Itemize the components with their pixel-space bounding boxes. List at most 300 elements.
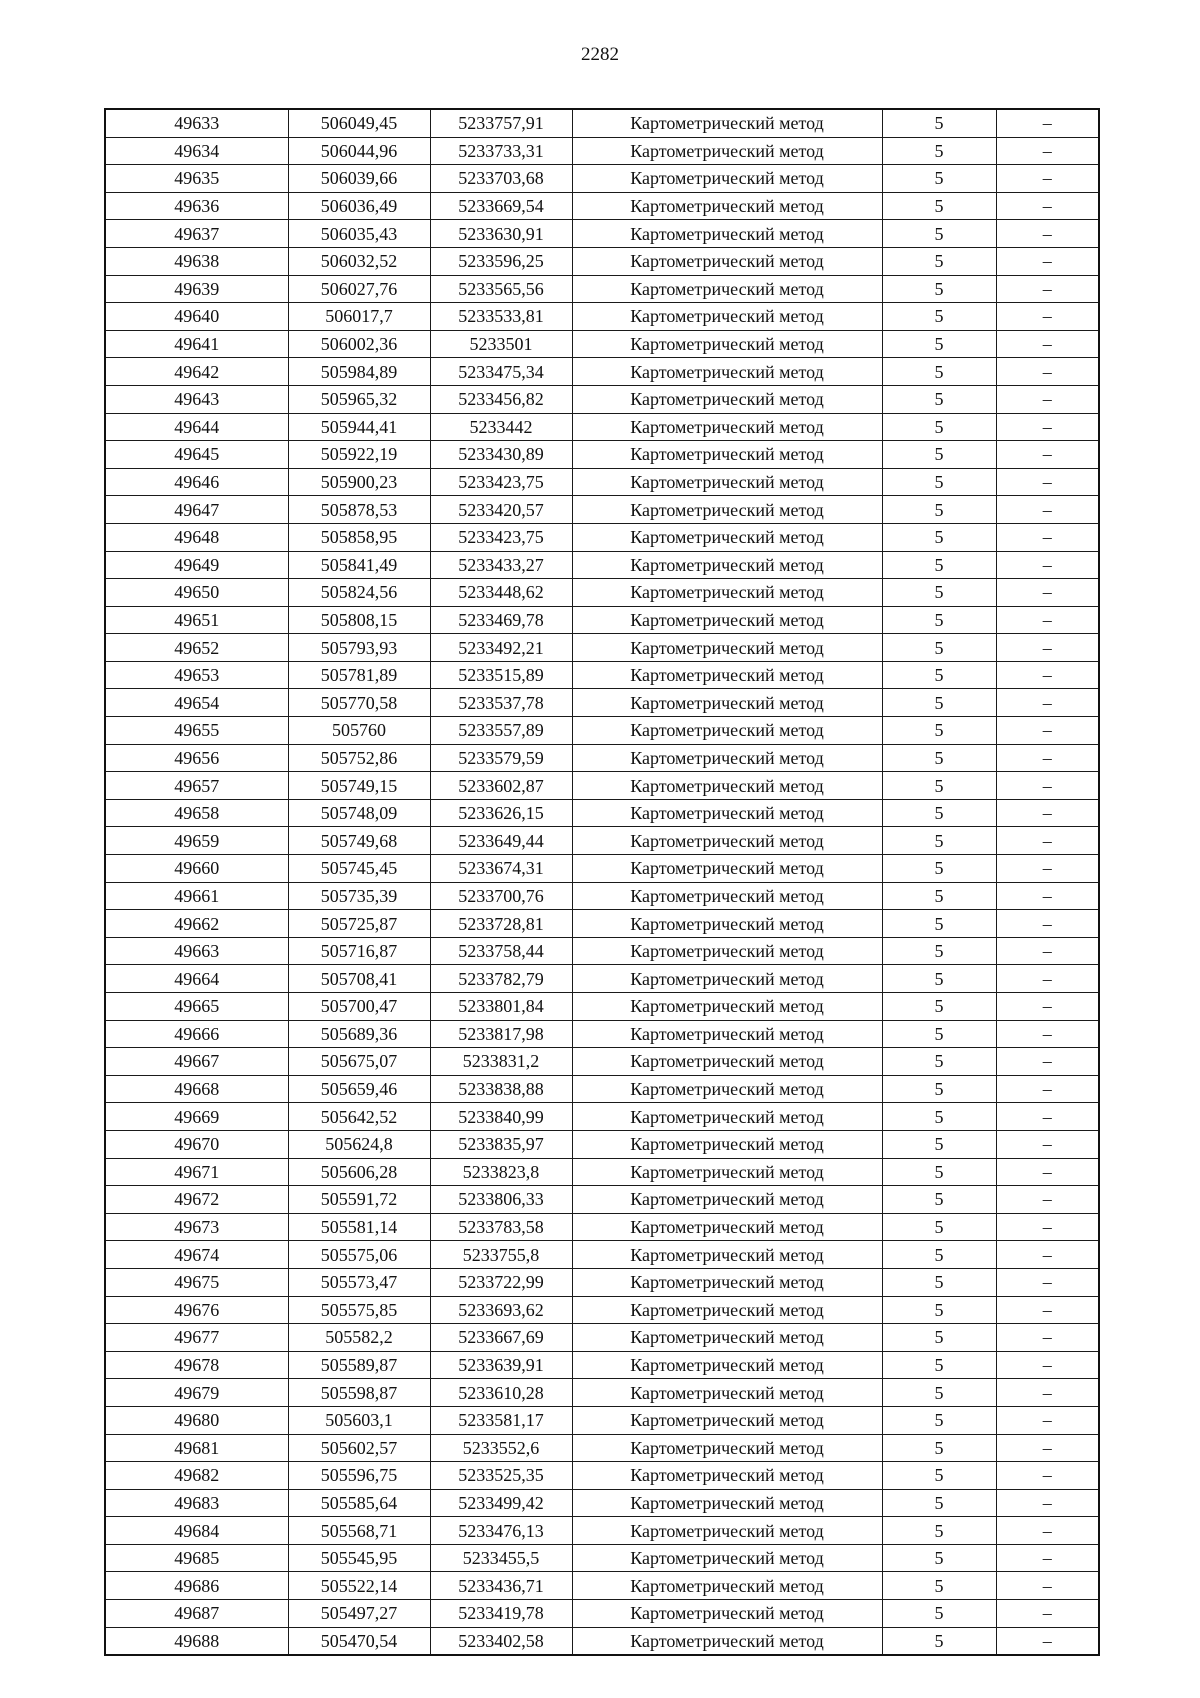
point-number-cell: 49666 bbox=[105, 1020, 288, 1048]
x-coordinate-cell: 505545,95 bbox=[288, 1544, 430, 1572]
description-cell: – bbox=[996, 689, 1099, 717]
y-coordinate-cell: 5233639,91 bbox=[430, 1351, 572, 1379]
method-cell: Картометрический метод bbox=[572, 385, 882, 413]
table-row bbox=[105, 192, 1099, 220]
description-cell: – bbox=[996, 1324, 1099, 1352]
x-coordinate-cell: 505725,87 bbox=[288, 910, 430, 938]
x-coordinate-cell: 505497,27 bbox=[288, 1600, 430, 1628]
description-cell: – bbox=[996, 1241, 1099, 1269]
table-row bbox=[105, 247, 1099, 275]
point-number-cell: 49683 bbox=[105, 1489, 288, 1517]
accuracy-cell: 5 bbox=[882, 882, 996, 910]
point-number-cell: 49651 bbox=[105, 606, 288, 634]
table-row bbox=[105, 1158, 1099, 1186]
point-number-cell: 49664 bbox=[105, 965, 288, 993]
accuracy-cell: 5 bbox=[882, 993, 996, 1021]
accuracy-cell: 5 bbox=[882, 1103, 996, 1131]
method-cell: Картометрический метод bbox=[572, 1213, 882, 1241]
description-cell: – bbox=[996, 275, 1099, 303]
point-number-cell: 49652 bbox=[105, 634, 288, 662]
table-row bbox=[105, 1544, 1099, 1572]
method-cell: Картометрический метод bbox=[572, 303, 882, 331]
y-coordinate-cell: 5233533,81 bbox=[430, 303, 572, 331]
table-row bbox=[105, 523, 1099, 551]
table-row bbox=[105, 413, 1099, 441]
method-cell: Картометрический метод bbox=[572, 1489, 882, 1517]
point-number-cell: 49686 bbox=[105, 1572, 288, 1600]
method-cell: Картометрический метод bbox=[572, 413, 882, 441]
table-row bbox=[105, 1572, 1099, 1600]
point-number-cell: 49680 bbox=[105, 1406, 288, 1434]
accuracy-cell: 5 bbox=[882, 1627, 996, 1655]
accuracy-cell: 5 bbox=[882, 1379, 996, 1407]
method-cell: Картометрический метод bbox=[572, 855, 882, 883]
description-cell: – bbox=[996, 1600, 1099, 1628]
method-cell: Картометрический метод bbox=[572, 1544, 882, 1572]
y-coordinate-cell: 5233475,34 bbox=[430, 358, 572, 386]
accuracy-cell: 5 bbox=[882, 827, 996, 855]
y-coordinate-cell: 5233455,5 bbox=[430, 1544, 572, 1572]
description-cell: – bbox=[996, 1103, 1099, 1131]
accuracy-cell: 5 bbox=[882, 192, 996, 220]
y-coordinate-cell: 5233476,13 bbox=[430, 1517, 572, 1545]
description-cell: – bbox=[996, 606, 1099, 634]
y-coordinate-cell: 5233838,88 bbox=[430, 1075, 572, 1103]
point-number-cell: 49653 bbox=[105, 661, 288, 689]
accuracy-cell: 5 bbox=[882, 303, 996, 331]
y-coordinate-cell: 5233757,91 bbox=[430, 109, 572, 137]
accuracy-cell: 5 bbox=[882, 385, 996, 413]
table-row bbox=[105, 717, 1099, 745]
method-cell: Картометрический метод bbox=[572, 1048, 882, 1076]
method-cell: Картометрический метод bbox=[572, 993, 882, 1021]
method-cell: Картометрический метод bbox=[572, 1241, 882, 1269]
description-cell: – bbox=[996, 1544, 1099, 1572]
point-number-cell: 49640 bbox=[105, 303, 288, 331]
x-coordinate-cell: 505900,23 bbox=[288, 468, 430, 496]
table-row bbox=[105, 1130, 1099, 1158]
x-coordinate-cell: 505589,87 bbox=[288, 1351, 430, 1379]
description-cell: – bbox=[996, 1158, 1099, 1186]
x-coordinate-cell: 505575,06 bbox=[288, 1241, 430, 1269]
point-number-cell: 49661 bbox=[105, 882, 288, 910]
table-row bbox=[105, 606, 1099, 634]
method-cell: Картометрический метод bbox=[572, 275, 882, 303]
description-cell: – bbox=[996, 1296, 1099, 1324]
x-coordinate-cell: 506002,36 bbox=[288, 330, 430, 358]
point-number-cell: 49677 bbox=[105, 1324, 288, 1352]
y-coordinate-cell: 5233667,69 bbox=[430, 1324, 572, 1352]
point-number-cell: 49643 bbox=[105, 385, 288, 413]
x-coordinate-cell: 505770,58 bbox=[288, 689, 430, 717]
point-number-cell: 49674 bbox=[105, 1241, 288, 1269]
point-number-cell: 49681 bbox=[105, 1434, 288, 1462]
x-coordinate-cell: 505591,72 bbox=[288, 1186, 430, 1214]
accuracy-cell: 5 bbox=[882, 606, 996, 634]
table-row bbox=[105, 1489, 1099, 1517]
accuracy-cell: 5 bbox=[882, 1268, 996, 1296]
x-coordinate-cell: 505749,15 bbox=[288, 772, 430, 800]
accuracy-cell: 5 bbox=[882, 1130, 996, 1158]
description-cell: – bbox=[996, 799, 1099, 827]
y-coordinate-cell: 5233456,82 bbox=[430, 385, 572, 413]
description-cell: – bbox=[996, 965, 1099, 993]
table-row bbox=[105, 579, 1099, 607]
description-cell: – bbox=[996, 1627, 1099, 1655]
accuracy-cell: 5 bbox=[882, 1406, 996, 1434]
description-cell: – bbox=[996, 579, 1099, 607]
point-number-cell: 49648 bbox=[105, 523, 288, 551]
description-cell: – bbox=[996, 1434, 1099, 1462]
accuracy-cell: 5 bbox=[882, 717, 996, 745]
y-coordinate-cell: 5233755,8 bbox=[430, 1241, 572, 1269]
point-number-cell: 49688 bbox=[105, 1627, 288, 1655]
x-coordinate-cell: 505470,54 bbox=[288, 1627, 430, 1655]
y-coordinate-cell: 5233557,89 bbox=[430, 717, 572, 745]
y-coordinate-cell: 5233420,57 bbox=[430, 496, 572, 524]
accuracy-cell: 5 bbox=[882, 1213, 996, 1241]
description-cell: – bbox=[996, 1351, 1099, 1379]
description-cell: – bbox=[996, 882, 1099, 910]
x-coordinate-cell: 505781,89 bbox=[288, 661, 430, 689]
x-coordinate-cell: 505596,75 bbox=[288, 1462, 430, 1490]
x-coordinate-cell: 505689,36 bbox=[288, 1020, 430, 1048]
description-cell: – bbox=[996, 1517, 1099, 1545]
point-number-cell: 49638 bbox=[105, 247, 288, 275]
table-row bbox=[105, 1406, 1099, 1434]
method-cell: Картометрический метод bbox=[572, 1268, 882, 1296]
x-coordinate-cell: 505603,1 bbox=[288, 1406, 430, 1434]
accuracy-cell: 5 bbox=[882, 855, 996, 883]
description-cell: – bbox=[996, 192, 1099, 220]
method-cell: Картометрический метод bbox=[572, 661, 882, 689]
point-number-cell: 49660 bbox=[105, 855, 288, 883]
x-coordinate-cell: 505659,46 bbox=[288, 1075, 430, 1103]
accuracy-cell: 5 bbox=[882, 165, 996, 193]
description-cell: – bbox=[996, 247, 1099, 275]
table-row bbox=[105, 330, 1099, 358]
description-cell: – bbox=[996, 661, 1099, 689]
point-number-cell: 49650 bbox=[105, 579, 288, 607]
description-cell: – bbox=[996, 165, 1099, 193]
description-cell: – bbox=[996, 1462, 1099, 1490]
table-row bbox=[105, 744, 1099, 772]
y-coordinate-cell: 5233782,79 bbox=[430, 965, 572, 993]
accuracy-cell: 5 bbox=[882, 1324, 996, 1352]
method-cell: Картометрический метод bbox=[572, 937, 882, 965]
method-cell: Картометрический метод bbox=[572, 192, 882, 220]
method-cell: Картометрический метод bbox=[572, 358, 882, 386]
x-coordinate-cell: 505793,93 bbox=[288, 634, 430, 662]
x-coordinate-cell: 505808,15 bbox=[288, 606, 430, 634]
y-coordinate-cell: 5233649,44 bbox=[430, 827, 572, 855]
accuracy-cell: 5 bbox=[882, 413, 996, 441]
method-cell: Картометрический метод bbox=[572, 1462, 882, 1490]
method-cell: Картометрический метод bbox=[572, 330, 882, 358]
description-cell: – bbox=[996, 523, 1099, 551]
description-cell: – bbox=[996, 1572, 1099, 1600]
point-number-cell: 49679 bbox=[105, 1379, 288, 1407]
accuracy-cell: 5 bbox=[882, 468, 996, 496]
point-number-cell: 49657 bbox=[105, 772, 288, 800]
description-cell: – bbox=[996, 303, 1099, 331]
method-cell: Картометрический метод bbox=[572, 772, 882, 800]
y-coordinate-cell: 5233835,97 bbox=[430, 1130, 572, 1158]
accuracy-cell: 5 bbox=[882, 579, 996, 607]
description-cell: – bbox=[996, 1048, 1099, 1076]
method-cell: Картометрический метод bbox=[572, 1517, 882, 1545]
y-coordinate-cell: 5233579,59 bbox=[430, 744, 572, 772]
table-row bbox=[105, 965, 1099, 993]
x-coordinate-cell: 505841,49 bbox=[288, 551, 430, 579]
table-row bbox=[105, 1213, 1099, 1241]
point-number-cell: 49665 bbox=[105, 993, 288, 1021]
method-cell: Картометрический метод bbox=[572, 1324, 882, 1352]
point-number-cell: 49676 bbox=[105, 1296, 288, 1324]
method-cell: Картометрический метод bbox=[572, 1379, 882, 1407]
description-cell: – bbox=[996, 855, 1099, 883]
point-number-cell: 49670 bbox=[105, 1130, 288, 1158]
method-cell: Картометрический метод bbox=[572, 799, 882, 827]
table-row bbox=[105, 1462, 1099, 1490]
accuracy-cell: 5 bbox=[882, 689, 996, 717]
x-coordinate-cell: 505745,45 bbox=[288, 855, 430, 883]
y-coordinate-cell: 5233537,78 bbox=[430, 689, 572, 717]
accuracy-cell: 5 bbox=[882, 109, 996, 137]
y-coordinate-cell: 5233402,58 bbox=[430, 1627, 572, 1655]
x-coordinate-cell: 505642,52 bbox=[288, 1103, 430, 1131]
method-cell: Картометрический метод bbox=[572, 165, 882, 193]
x-coordinate-cell: 505624,8 bbox=[288, 1130, 430, 1158]
table-row bbox=[105, 1351, 1099, 1379]
point-number-cell: 49667 bbox=[105, 1048, 288, 1076]
description-cell: – bbox=[996, 1020, 1099, 1048]
accuracy-cell: 5 bbox=[882, 1544, 996, 1572]
accuracy-cell: 5 bbox=[882, 910, 996, 938]
accuracy-cell: 5 bbox=[882, 744, 996, 772]
x-coordinate-cell: 506036,49 bbox=[288, 192, 430, 220]
y-coordinate-cell: 5233436,71 bbox=[430, 1572, 572, 1600]
table-row bbox=[105, 772, 1099, 800]
table-row bbox=[105, 275, 1099, 303]
table-row bbox=[105, 910, 1099, 938]
method-cell: Картометрический метод bbox=[572, 965, 882, 993]
accuracy-cell: 5 bbox=[882, 247, 996, 275]
x-coordinate-cell: 506039,66 bbox=[288, 165, 430, 193]
method-cell: Картометрический метод bbox=[572, 717, 882, 745]
y-coordinate-cell: 5233442 bbox=[430, 413, 572, 441]
table-row bbox=[105, 1379, 1099, 1407]
accuracy-cell: 5 bbox=[882, 1241, 996, 1269]
x-coordinate-cell: 505748,09 bbox=[288, 799, 430, 827]
description-cell: – bbox=[996, 496, 1099, 524]
accuracy-cell: 5 bbox=[882, 1020, 996, 1048]
x-coordinate-cell: 506017,7 bbox=[288, 303, 430, 331]
method-cell: Картометрический метод bbox=[572, 689, 882, 717]
table-row bbox=[105, 220, 1099, 248]
table-row bbox=[105, 551, 1099, 579]
y-coordinate-cell: 5233433,27 bbox=[430, 551, 572, 579]
description-cell: – bbox=[996, 441, 1099, 469]
method-cell: Картометрический метод bbox=[572, 1406, 882, 1434]
y-coordinate-cell: 5233626,15 bbox=[430, 799, 572, 827]
description-cell: – bbox=[996, 1489, 1099, 1517]
description-cell: – bbox=[996, 1186, 1099, 1214]
method-cell: Картометрический метод bbox=[572, 551, 882, 579]
method-cell: Картометрический метод bbox=[572, 1600, 882, 1628]
table-row bbox=[105, 1627, 1099, 1655]
point-number-cell: 49634 bbox=[105, 137, 288, 165]
y-coordinate-cell: 5233722,99 bbox=[430, 1268, 572, 1296]
table-row bbox=[105, 1296, 1099, 1324]
y-coordinate-cell: 5233469,78 bbox=[430, 606, 572, 634]
y-coordinate-cell: 5233823,8 bbox=[430, 1158, 572, 1186]
point-number-cell: 49644 bbox=[105, 413, 288, 441]
table-row bbox=[105, 496, 1099, 524]
y-coordinate-cell: 5233703,68 bbox=[430, 165, 572, 193]
method-cell: Картометрический метод bbox=[572, 441, 882, 469]
y-coordinate-cell: 5233423,75 bbox=[430, 468, 572, 496]
method-cell: Картометрический метод bbox=[572, 109, 882, 137]
description-cell: – bbox=[996, 1268, 1099, 1296]
method-cell: Картометрический метод bbox=[572, 468, 882, 496]
x-coordinate-cell: 505878,53 bbox=[288, 496, 430, 524]
description-cell: – bbox=[996, 385, 1099, 413]
accuracy-cell: 5 bbox=[882, 1186, 996, 1214]
x-coordinate-cell: 505675,07 bbox=[288, 1048, 430, 1076]
x-coordinate-cell: 505752,86 bbox=[288, 744, 430, 772]
description-cell: – bbox=[996, 413, 1099, 441]
accuracy-cell: 5 bbox=[882, 523, 996, 551]
table-row bbox=[105, 1434, 1099, 1462]
description-cell: – bbox=[996, 1379, 1099, 1407]
x-coordinate-cell: 505944,41 bbox=[288, 413, 430, 441]
x-coordinate-cell: 505573,47 bbox=[288, 1268, 430, 1296]
accuracy-cell: 5 bbox=[882, 330, 996, 358]
y-coordinate-cell: 5233693,62 bbox=[430, 1296, 572, 1324]
table-row bbox=[105, 1324, 1099, 1352]
accuracy-cell: 5 bbox=[882, 358, 996, 386]
description-cell: – bbox=[996, 330, 1099, 358]
y-coordinate-cell: 5233700,76 bbox=[430, 882, 572, 910]
method-cell: Картометрический метод bbox=[572, 910, 882, 938]
description-cell: – bbox=[996, 1130, 1099, 1158]
y-coordinate-cell: 5233581,17 bbox=[430, 1406, 572, 1434]
point-number-cell: 49655 bbox=[105, 717, 288, 745]
table-row bbox=[105, 689, 1099, 717]
point-number-cell: 49671 bbox=[105, 1158, 288, 1186]
point-number-cell: 49637 bbox=[105, 220, 288, 248]
point-number-cell: 49633 bbox=[105, 109, 288, 137]
table-row bbox=[105, 109, 1099, 137]
point-number-cell: 49672 bbox=[105, 1186, 288, 1214]
table-row bbox=[105, 385, 1099, 413]
x-coordinate-cell: 506032,52 bbox=[288, 247, 430, 275]
point-number-cell: 49673 bbox=[105, 1213, 288, 1241]
y-coordinate-cell: 5233499,42 bbox=[430, 1489, 572, 1517]
method-cell: Картометрический метод bbox=[572, 1075, 882, 1103]
point-number-cell: 49639 bbox=[105, 275, 288, 303]
x-coordinate-cell: 505522,14 bbox=[288, 1572, 430, 1600]
x-coordinate-cell: 505568,71 bbox=[288, 1517, 430, 1545]
table-row bbox=[105, 441, 1099, 469]
y-coordinate-cell: 5233630,91 bbox=[430, 220, 572, 248]
method-cell: Картометрический метод bbox=[572, 1130, 882, 1158]
accuracy-cell: 5 bbox=[882, 1351, 996, 1379]
method-cell: Картометрический метод bbox=[572, 606, 882, 634]
description-cell: – bbox=[996, 551, 1099, 579]
point-number-cell: 49675 bbox=[105, 1268, 288, 1296]
table-row bbox=[105, 993, 1099, 1021]
accuracy-cell: 5 bbox=[882, 496, 996, 524]
x-coordinate-cell: 505965,32 bbox=[288, 385, 430, 413]
x-coordinate-cell: 505581,14 bbox=[288, 1213, 430, 1241]
method-cell: Картометрический метод bbox=[572, 247, 882, 275]
y-coordinate-cell: 5233783,58 bbox=[430, 1213, 572, 1241]
accuracy-cell: 5 bbox=[882, 1600, 996, 1628]
y-coordinate-cell: 5233525,35 bbox=[430, 1462, 572, 1490]
point-number-cell: 49658 bbox=[105, 799, 288, 827]
x-coordinate-cell: 505708,41 bbox=[288, 965, 430, 993]
x-coordinate-cell: 506027,76 bbox=[288, 275, 430, 303]
accuracy-cell: 5 bbox=[882, 551, 996, 579]
y-coordinate-cell: 5233758,44 bbox=[430, 937, 572, 965]
accuracy-cell: 5 bbox=[882, 1434, 996, 1462]
method-cell: Картометрический метод bbox=[572, 523, 882, 551]
accuracy-cell: 5 bbox=[882, 1489, 996, 1517]
y-coordinate-cell: 5233728,81 bbox=[430, 910, 572, 938]
accuracy-cell: 5 bbox=[882, 275, 996, 303]
table-row bbox=[105, 1268, 1099, 1296]
method-cell: Картометрический метод bbox=[572, 496, 882, 524]
y-coordinate-cell: 5233430,89 bbox=[430, 441, 572, 469]
accuracy-cell: 5 bbox=[882, 1572, 996, 1600]
method-cell: Картометрический метод bbox=[572, 744, 882, 772]
point-number-cell: 49682 bbox=[105, 1462, 288, 1490]
y-coordinate-cell: 5233669,54 bbox=[430, 192, 572, 220]
y-coordinate-cell: 5233831,2 bbox=[430, 1048, 572, 1076]
page-number: 2282 bbox=[581, 44, 619, 65]
method-cell: Картометрический метод bbox=[572, 1572, 882, 1600]
table-row bbox=[105, 855, 1099, 883]
accuracy-cell: 5 bbox=[882, 634, 996, 662]
x-coordinate-cell: 505598,87 bbox=[288, 1379, 430, 1407]
method-cell: Картометрический метод bbox=[572, 1296, 882, 1324]
y-coordinate-cell: 5233596,25 bbox=[430, 247, 572, 275]
point-number-cell: 49642 bbox=[105, 358, 288, 386]
x-coordinate-cell: 505602,57 bbox=[288, 1434, 430, 1462]
point-number-cell: 49641 bbox=[105, 330, 288, 358]
method-cell: Картометрический метод bbox=[572, 1158, 882, 1186]
y-coordinate-cell: 5233423,75 bbox=[430, 523, 572, 551]
point-number-cell: 49646 bbox=[105, 468, 288, 496]
table-row bbox=[105, 937, 1099, 965]
coordinates-table bbox=[104, 108, 1100, 1656]
accuracy-cell: 5 bbox=[882, 661, 996, 689]
table-row bbox=[105, 799, 1099, 827]
description-cell: – bbox=[996, 717, 1099, 745]
description-cell: – bbox=[996, 937, 1099, 965]
accuracy-cell: 5 bbox=[882, 937, 996, 965]
y-coordinate-cell: 5233801,84 bbox=[430, 993, 572, 1021]
table-row bbox=[105, 1020, 1099, 1048]
method-cell: Картометрический метод bbox=[572, 220, 882, 248]
table-row bbox=[105, 661, 1099, 689]
description-cell: – bbox=[996, 1075, 1099, 1103]
description-cell: – bbox=[996, 220, 1099, 248]
point-number-cell: 49645 bbox=[105, 441, 288, 469]
point-number-cell: 49684 bbox=[105, 1517, 288, 1545]
